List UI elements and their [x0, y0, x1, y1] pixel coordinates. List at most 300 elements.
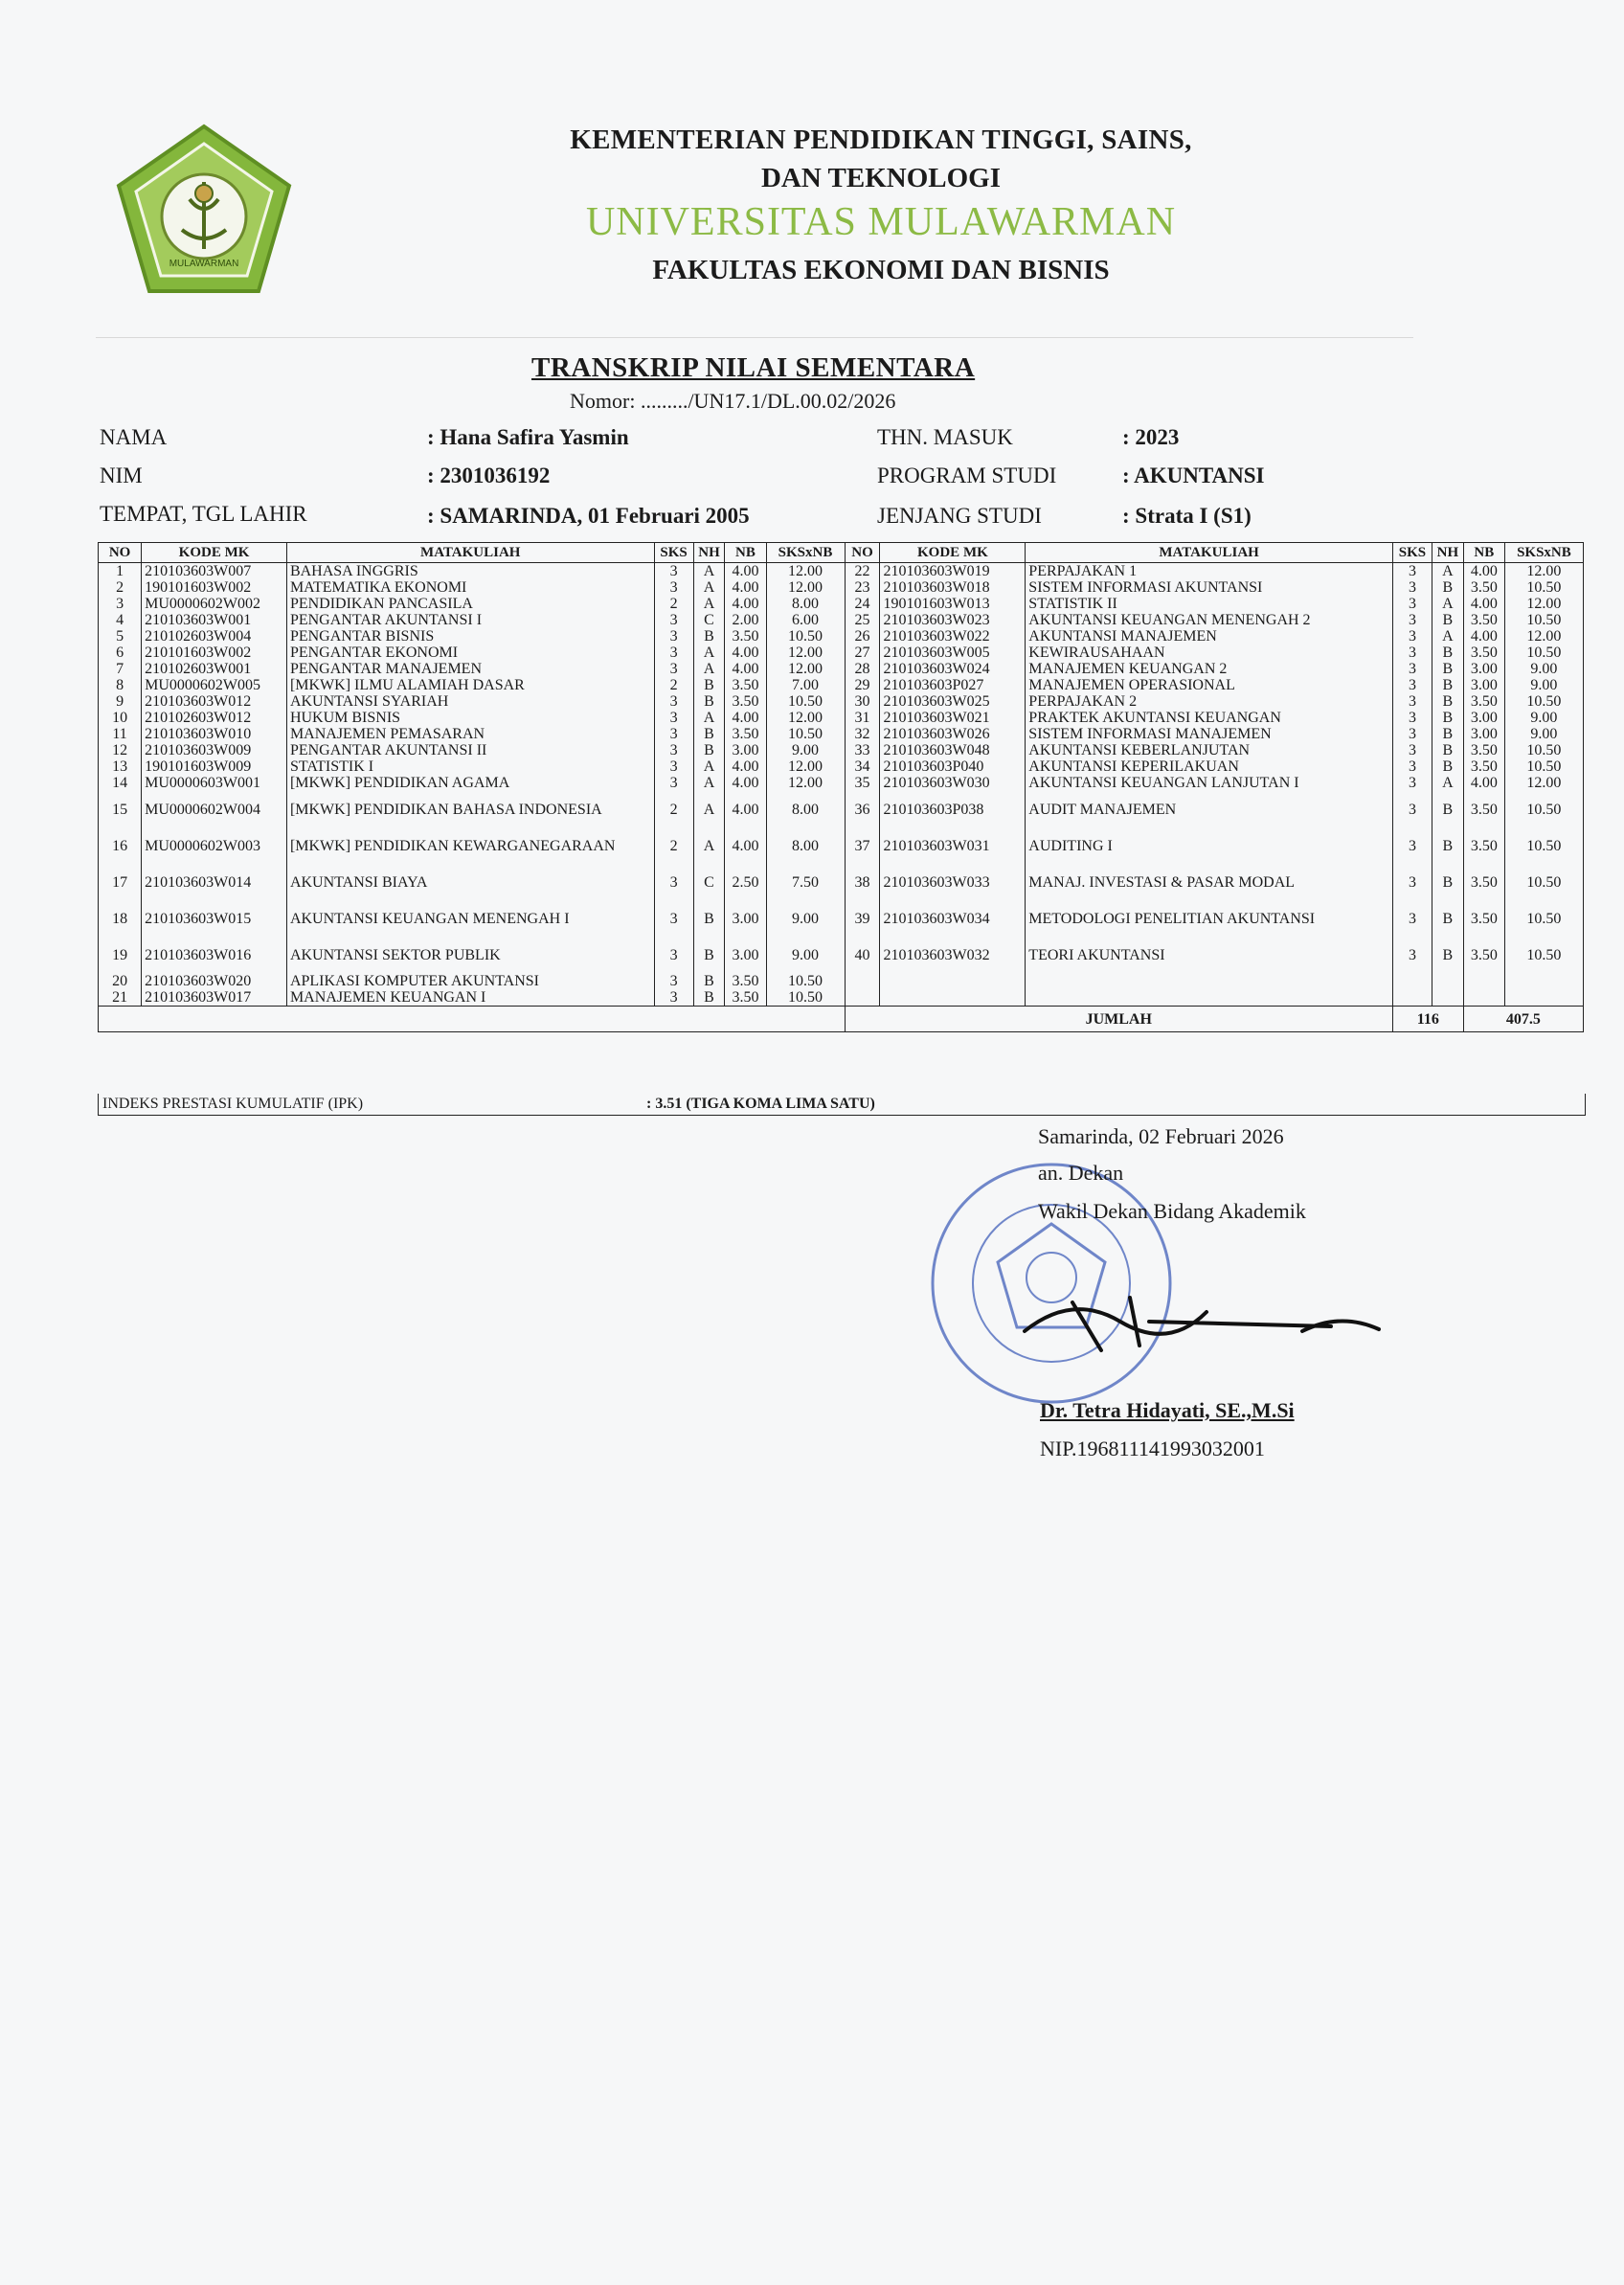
table-row	[99, 596, 1584, 612]
table-cell: 190101603W009	[142, 758, 287, 775]
table-cell: A	[693, 596, 725, 612]
col-header: NO	[99, 543, 142, 563]
table-cell: 13	[99, 758, 142, 775]
table-cell: 12.00	[1504, 775, 1583, 791]
col-header: NH	[1432, 543, 1463, 563]
table-cell: B	[1432, 726, 1463, 742]
table-cell: A	[1432, 563, 1463, 580]
table-cell: 18	[99, 900, 142, 937]
table-cell: 3.50	[725, 628, 766, 645]
table-cell: 210103603W048	[880, 742, 1026, 758]
value-ttl: : SAMARINDA, 01 Februari 2005	[427, 504, 750, 528]
table-cell: 3	[654, 973, 693, 989]
table-cell: 8	[99, 677, 142, 693]
table-cell	[1392, 989, 1432, 1007]
table-cell: [MKWK] PENDIDIKAN KEWARGANEGARAAN	[286, 827, 654, 864]
table-row	[99, 900, 1584, 937]
table-cell: SISTEM INFORMASI AKUNTANSI	[1026, 579, 1393, 596]
table-cell: 38	[845, 864, 880, 900]
table-row	[99, 710, 1584, 726]
table-cell: 5	[99, 628, 142, 645]
table-row	[99, 827, 1584, 864]
handwritten-signature	[1015, 1283, 1398, 1360]
table-cell: B	[1432, 710, 1463, 726]
table-cell: 10.50	[1504, 791, 1583, 827]
table-cell: 3	[1392, 596, 1432, 612]
table-cell: 3	[654, 612, 693, 628]
table-cell: 4.00	[725, 827, 766, 864]
table-cell: 22	[845, 563, 880, 580]
table-cell: 3.50	[1463, 791, 1504, 827]
table-cell: 40	[845, 937, 880, 973]
table-cell	[1432, 973, 1463, 989]
table-cell: 3	[99, 596, 142, 612]
jumlah-sksxnb: 407.5	[1463, 1007, 1583, 1032]
table-cell: 3.00	[725, 742, 766, 758]
table-cell: 10.50	[766, 628, 845, 645]
table-cell: 210103603W026	[880, 726, 1026, 742]
table-cell: A	[693, 710, 725, 726]
col-header: SKSxNB	[1504, 543, 1583, 563]
table-cell: B	[693, 677, 725, 693]
table-cell: 23	[845, 579, 880, 596]
table-cell: 12.00	[1504, 596, 1583, 612]
table-cell: 9.00	[1504, 677, 1583, 693]
table-cell: 10.50	[1504, 742, 1583, 758]
table-cell: 15	[99, 791, 142, 827]
table-cell: APLIKASI KOMPUTER AKUNTANSI	[286, 973, 654, 989]
table-cell: BAHASA INGGRIS	[286, 563, 654, 580]
table-cell: 3	[654, 937, 693, 973]
table-cell: 34	[845, 758, 880, 775]
table-cell	[1463, 989, 1504, 1007]
table-cell	[845, 973, 880, 989]
table-cell: 210103603W030	[880, 775, 1026, 791]
signer-nip: NIP.196811141993032001	[1040, 1437, 1265, 1460]
table-cell: 2	[654, 677, 693, 693]
table-cell: 210103603W021	[880, 710, 1026, 726]
table-cell: 210103603P027	[880, 677, 1026, 693]
table-cell: 4.00	[725, 661, 766, 677]
sign-an-dekan: an. Dekan	[1038, 1161, 1124, 1185]
table-cell: 210103603W018	[880, 579, 1026, 596]
table-cell: 3.00	[1463, 710, 1504, 726]
sign-role: Wakil Dekan Bidang Akademik	[1038, 1199, 1306, 1223]
table-cell: 210103603W032	[880, 937, 1026, 973]
table-cell: 19	[99, 937, 142, 973]
table-cell: 31	[845, 710, 880, 726]
col-header: KODE MK	[142, 543, 287, 563]
university-logo	[113, 123, 295, 297]
table-cell: 39	[845, 900, 880, 937]
table-cell: 25	[845, 612, 880, 628]
table-cell: B	[1432, 791, 1463, 827]
table-cell: 10.50	[1504, 758, 1583, 775]
document-number: Nomor: ........./UN17.1/DL.00.02/2026	[570, 389, 896, 413]
ministry-line-2: DAN TEKNOLOGI	[760, 163, 1002, 193]
table-cell: 3.50	[725, 989, 766, 1007]
table-cell: B	[1432, 742, 1463, 758]
table-cell: 4.00	[725, 758, 766, 775]
table-cell	[1026, 989, 1393, 1007]
table-header-row	[99, 543, 1584, 563]
table-cell: MANAJEMEN KEUANGAN I	[286, 989, 654, 1007]
table-cell: 210103603W031	[880, 827, 1026, 864]
table-cell: 29	[845, 677, 880, 693]
table-cell: 12.00	[766, 579, 845, 596]
table-cell: 12.00	[766, 775, 845, 791]
table-cell: A	[693, 579, 725, 596]
table-cell: 3	[654, 989, 693, 1007]
table-cell: A	[693, 827, 725, 864]
table-cell: B	[1432, 612, 1463, 628]
table-row	[99, 864, 1584, 900]
table-cell: 3.50	[725, 693, 766, 710]
value-nama: : Hana Safira Yasmin	[427, 425, 629, 449]
table-cell: 3	[1392, 742, 1432, 758]
table-cell: A	[693, 791, 725, 827]
table-cell: A	[693, 758, 725, 775]
table-cell: 3.00	[1463, 661, 1504, 677]
header-divider	[96, 337, 1413, 338]
table-cell	[1432, 989, 1463, 1007]
table-cell: 17	[99, 864, 142, 900]
table-cell: MANAJ. INVESTASI & PASAR MODAL	[1026, 864, 1393, 900]
table-cell: PERPAJAKAN 1	[1026, 563, 1393, 580]
table-cell: 3	[654, 710, 693, 726]
table-row	[99, 693, 1584, 710]
col-header: SKS	[1392, 543, 1432, 563]
jumlah-label: JUMLAH	[845, 1007, 1392, 1032]
table-cell: B	[1432, 864, 1463, 900]
table-cell	[1392, 973, 1432, 989]
col-header: SKS	[654, 543, 693, 563]
document-title: TRANSKRIP NILAI SEMENTARA	[531, 352, 976, 383]
table-cell: 3.00	[725, 900, 766, 937]
table-cell: 3	[654, 775, 693, 791]
table-cell: MU0000602W003	[142, 827, 287, 864]
table-row	[99, 742, 1584, 758]
value-nim: : 2301036192	[427, 464, 551, 487]
ipk-row	[98, 1094, 1586, 1116]
table-cell: PENGANTAR EKONOMI	[286, 645, 654, 661]
table-cell: 2.00	[725, 612, 766, 628]
table-cell: 3	[1392, 726, 1432, 742]
label-program-studi: PROGRAM STUDI	[877, 464, 1057, 487]
table-cell: 3.00	[1463, 677, 1504, 693]
table-cell	[880, 989, 1026, 1007]
table-cell: PENGANTAR MANAJEMEN	[286, 661, 654, 677]
table-cell: PERPAJAKAN 2	[1026, 693, 1393, 710]
table-cell: 3	[654, 661, 693, 677]
table-cell: 10.50	[1504, 937, 1583, 973]
table-cell: 2	[654, 791, 693, 827]
table-cell: 210103603W020	[142, 973, 287, 989]
table-cell: PENDIDIKAN PANCASILA	[286, 596, 654, 612]
table-cell: 4.00	[725, 563, 766, 580]
table-cell: 9.00	[766, 742, 845, 758]
table-cell: SISTEM INFORMASI MANAJEMEN	[1026, 726, 1393, 742]
table-cell: 3.50	[725, 726, 766, 742]
total-row	[99, 1007, 1584, 1032]
table-cell: 10.50	[766, 726, 845, 742]
table-cell: 210102603W001	[142, 661, 287, 677]
table-cell: AKUNTANSI KEUANGAN MENENGAH I	[286, 900, 654, 937]
table-row	[99, 758, 1584, 775]
table-cell: 2.50	[725, 864, 766, 900]
table-cell: 3	[1392, 791, 1432, 827]
table-cell: 3.50	[1463, 612, 1504, 628]
table-cell: 4.00	[725, 579, 766, 596]
table-cell: 210103603W023	[880, 612, 1026, 628]
table-cell: 4.00	[725, 645, 766, 661]
table-cell: 9.00	[1504, 661, 1583, 677]
table-cell: 10.50	[1504, 864, 1583, 900]
table-cell: 2	[654, 596, 693, 612]
jumlah-sks: 116	[1392, 1007, 1463, 1032]
table-cell: AKUNTANSI KEBERLANJUTAN	[1026, 742, 1393, 758]
table-cell: B	[1432, 827, 1463, 864]
table-cell: A	[693, 563, 725, 580]
table-cell: [MKWK] PENDIDIKAN BAHASA INDONESIA	[286, 791, 654, 827]
ministry-line-1: KEMENTERIAN PENDIDIKAN TINGGI, SAINS,	[570, 124, 1192, 155]
table-cell: 210103603W001	[142, 612, 287, 628]
table-cell: 10.50	[1504, 579, 1583, 596]
svg-text:MULAWARMAN: MULAWARMAN	[169, 259, 239, 269]
col-header: NO	[845, 543, 880, 563]
table-cell: 3	[654, 726, 693, 742]
table-cell	[1504, 973, 1583, 989]
table-cell: 3	[1392, 710, 1432, 726]
table-cell: 190101603W002	[142, 579, 287, 596]
table-cell: 24	[845, 596, 880, 612]
table-cell: C	[693, 864, 725, 900]
faculty-name: FAKULTAS EKONOMI DAN BISNIS	[652, 255, 1110, 285]
table-cell: B	[1432, 900, 1463, 937]
table-cell: 9.00	[766, 900, 845, 937]
value-thn-masuk: : 2023	[1122, 425, 1180, 449]
table-cell	[845, 989, 880, 1007]
table-row	[99, 973, 1584, 989]
table-cell: HUKUM BISNIS	[286, 710, 654, 726]
table-cell: 9.00	[1504, 710, 1583, 726]
table-cell: MU0000602W005	[142, 677, 287, 693]
table-cell: 7	[99, 661, 142, 677]
table-cell: 3	[654, 645, 693, 661]
table-cell: 3.50	[725, 677, 766, 693]
table-cell: A	[693, 661, 725, 677]
table-cell: 4.00	[725, 596, 766, 612]
table-cell: 8.00	[766, 791, 845, 827]
table-cell: 3	[1392, 900, 1432, 937]
table-cell: B	[693, 989, 725, 1007]
ipk-value: : 3.51 (TIGA KOMA LIMA SATU)	[646, 1096, 875, 1112]
table-cell: 12	[99, 742, 142, 758]
table-cell: AKUNTANSI KEUANGAN MENENGAH 2	[1026, 612, 1393, 628]
table-cell: MU0000602W004	[142, 791, 287, 827]
table-cell: 3	[654, 758, 693, 775]
table-cell: 14	[99, 775, 142, 791]
table-cell: 3	[1392, 827, 1432, 864]
table-cell: 3.00	[1463, 726, 1504, 742]
grades-table	[98, 542, 1584, 1032]
table-cell: 3.50	[1463, 645, 1504, 661]
table-cell: PENGANTAR AKUNTANSI I	[286, 612, 654, 628]
table-cell: 4.00	[1463, 628, 1504, 645]
table-cell	[1504, 989, 1583, 1007]
table-cell: A	[1432, 596, 1463, 612]
col-header: KODE MK	[880, 543, 1026, 563]
table-cell: 190101603W013	[880, 596, 1026, 612]
table-cell: 20	[99, 973, 142, 989]
table-cell: 3.50	[1463, 827, 1504, 864]
table-cell	[880, 973, 1026, 989]
table-cell: 1	[99, 563, 142, 580]
table-cell: 7.50	[766, 864, 845, 900]
table-cell: 9.00	[766, 937, 845, 973]
table-cell: 3.50	[1463, 864, 1504, 900]
table-cell: 6	[99, 645, 142, 661]
table-cell: 3.50	[1463, 758, 1504, 775]
table-cell: B	[693, 693, 725, 710]
table-cell: MATEMATIKA EKONOMI	[286, 579, 654, 596]
table-cell: 210103603W007	[142, 563, 287, 580]
table-cell: 210103603W022	[880, 628, 1026, 645]
table-cell: 3.50	[1463, 742, 1504, 758]
table-cell: 210103603W010	[142, 726, 287, 742]
table-cell: B	[1432, 758, 1463, 775]
table-row	[99, 612, 1584, 628]
table-cell: AKUNTANSI SYARIAH	[286, 693, 654, 710]
table-cell	[1026, 973, 1393, 989]
table-cell: 4.00	[725, 710, 766, 726]
table-cell: 10.50	[1504, 612, 1583, 628]
table-cell: AKUNTANSI KEUANGAN LANJUTAN I	[1026, 775, 1393, 791]
table-cell: 3	[1392, 579, 1432, 596]
table-cell: B	[693, 937, 725, 973]
table-cell: 210103603W014	[142, 864, 287, 900]
table-cell: 3	[654, 579, 693, 596]
table-cell: 9	[99, 693, 142, 710]
table-cell: B	[693, 726, 725, 742]
table-cell: AKUNTANSI BIAYA	[286, 864, 654, 900]
table-cell: B	[1432, 579, 1463, 596]
table-cell: 33	[845, 742, 880, 758]
table-cell: 30	[845, 693, 880, 710]
university-name: UNIVERSITAS MULAWARMAN	[585, 200, 1177, 244]
col-header: MATAKULIAH	[1026, 543, 1393, 563]
value-program-studi: : AKUNTANSI	[1122, 464, 1265, 487]
table-cell: KEWIRAUSAHAAN	[1026, 645, 1393, 661]
table-cell: 10.50	[1504, 900, 1583, 937]
table-cell: 210103603W017	[142, 989, 287, 1007]
table-cell: 3	[654, 628, 693, 645]
table-cell: 10.50	[1504, 827, 1583, 864]
table-cell: AUDIT MANAJEMEN	[1026, 791, 1393, 827]
table-cell: A	[1432, 628, 1463, 645]
table-cell: 28	[845, 661, 880, 677]
table-cell: 3	[1392, 661, 1432, 677]
table-cell: 12.00	[766, 661, 845, 677]
table-cell: 3.50	[725, 973, 766, 989]
table-cell: 3.50	[1463, 900, 1504, 937]
table-cell: 3	[654, 693, 693, 710]
table-cell: 3	[1392, 563, 1432, 580]
table-cell	[1463, 973, 1504, 989]
table-cell: AKUNTANSI KEPERILAKUAN	[1026, 758, 1393, 775]
ipk-label: INDEKS PRESTASI KUMULATIF (IPK)	[102, 1096, 364, 1112]
table-cell: PENGANTAR BISNIS	[286, 628, 654, 645]
table-cell: 12.00	[1504, 563, 1583, 580]
table-cell: 3	[1392, 677, 1432, 693]
table-cell: 210103603W033	[880, 864, 1026, 900]
table-cell: B	[1432, 677, 1463, 693]
table-cell: 3.00	[725, 937, 766, 973]
table-cell: 3	[1392, 612, 1432, 628]
col-header: SKSxNB	[766, 543, 845, 563]
signer-name: Dr. Tetra Hidayati, SE.,M.Si	[1040, 1398, 1295, 1422]
table-row	[99, 628, 1584, 645]
table-cell: 10.50	[1504, 645, 1583, 661]
table-cell: 36	[845, 791, 880, 827]
table-cell: 210103603W012	[142, 693, 287, 710]
table-row	[99, 677, 1584, 693]
table-cell: 210102603W004	[142, 628, 287, 645]
table-cell: AKUNTANSI MANAJEMEN	[1026, 628, 1393, 645]
table-cell: 4.00	[725, 791, 766, 827]
table-cell: 8.00	[766, 596, 845, 612]
table-cell: 8.00	[766, 827, 845, 864]
label-thn-masuk: THN. MASUK	[877, 425, 1013, 449]
table-cell: 3	[1392, 628, 1432, 645]
table-cell: 4	[99, 612, 142, 628]
table-cell: 3	[654, 900, 693, 937]
table-cell: 7.00	[766, 677, 845, 693]
table-cell: MU0000602W002	[142, 596, 287, 612]
value-jenjang-studi: : Strata I (S1)	[1122, 504, 1252, 528]
table-row	[99, 579, 1584, 596]
table-cell: PENGANTAR AKUNTANSI II	[286, 742, 654, 758]
table-cell: B	[1432, 937, 1463, 973]
label-ttl: TEMPAT, TGL LAHIR	[100, 502, 307, 526]
table-cell: C	[693, 612, 725, 628]
table-cell: 37	[845, 827, 880, 864]
table-cell: 3	[1392, 775, 1432, 791]
table-cell: B	[693, 742, 725, 758]
table-cell: 12.00	[766, 710, 845, 726]
table-cell: 3	[654, 563, 693, 580]
col-header: NB	[1463, 543, 1504, 563]
table-cell: B	[1432, 693, 1463, 710]
table-cell: 3	[1392, 758, 1432, 775]
table-cell: 3.50	[1463, 693, 1504, 710]
table-cell: B	[1432, 645, 1463, 661]
table-cell: 210103603W005	[880, 645, 1026, 661]
table-row	[99, 645, 1584, 661]
table-cell: 210101603W002	[142, 645, 287, 661]
sign-place-date: Samarinda, 02 Februari 2026	[1038, 1124, 1284, 1148]
table-cell: A	[1432, 775, 1463, 791]
table-cell: 210103603W016	[142, 937, 287, 973]
table-cell: 3	[1392, 937, 1432, 973]
table-cell: 3.50	[1463, 579, 1504, 596]
table-row	[99, 661, 1584, 677]
table-cell: B	[1432, 661, 1463, 677]
table-row	[99, 989, 1584, 1007]
table-cell: 10.50	[766, 973, 845, 989]
table-cell: 4.00	[725, 775, 766, 791]
table-cell: 12.00	[1504, 628, 1583, 645]
